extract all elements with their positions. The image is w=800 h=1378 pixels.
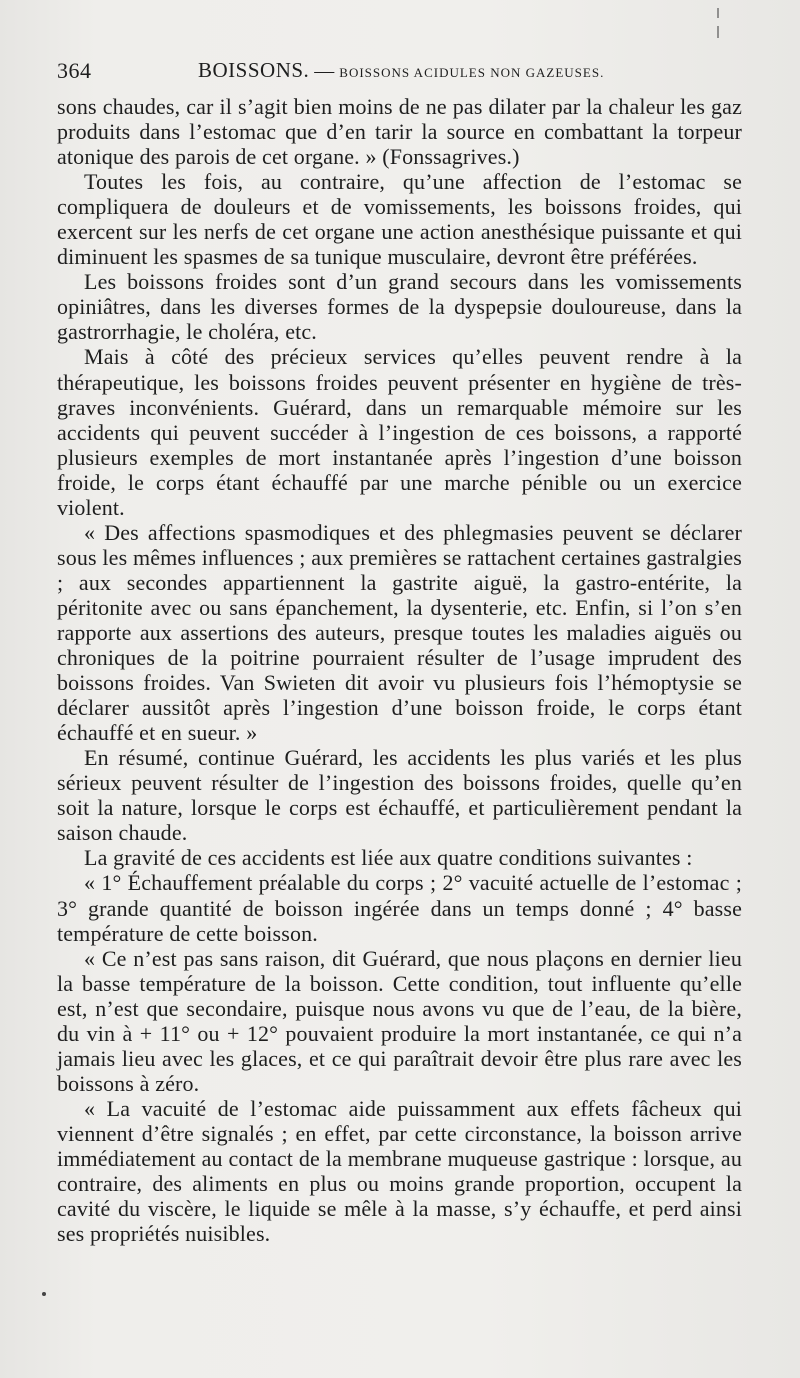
edge-mark — [717, 8, 719, 18]
paragraph-quote: « Des affections spasmodiques et des phlegmasies peuvent se déclarer sous les mêmes influences ; aux premières se rattachent certaines gastralgies ; aux secondes appartiennent la gastrite aiguë, la gastro-entérite, la péritonite avec ou sans épanchement, la dysenterie, etc. Enfin, si l’on s’en rapporte aux assertions des auteurs, presque toutes les maladies aiguës ou chroniques de la poitrine pourraient résulter de l’usage imprudent des boissons froides. Van Swieten dit avoir vu plusieurs fois l’hémoptysie se déclarer aussitôt après l’ingestion d’une boisson froide, le corps étant échauffé et en sueur. » — [57, 519, 742, 746]
running-title — [198, 58, 604, 83]
paragraph-quote: « Ce n’est pas sans raison, dit Guérard, que nous plaçons en dernier lieu la basse température de la boisson. Cette condition, tout influente qu’elle est, n’est que secondaire, puisque nous avons vu que de l’eau, de la bière, du vin à + 11° ou + 12° pouvaient produire la mort instantanée, ce qui n’a jamais lieu avec les glaces, et ce qui paraîtrait devoir être plus rare avec les boissons à zéro. — [57, 945, 742, 1096]
paragraph: En résumé, continue Guérard, les accidents les plus variés et les plus sérieux peuvent résulter de l’ingestion des boissons froides, quelle qu’en soit la nature, lorsque le corps est échauffé, et particulièrement pendant la saison chaude. — [57, 745, 742, 846]
running-title-sub: BOISSONS ACIDULES NON GAZEUSES. — [339, 65, 605, 80]
paragraph: Toutes les fois, au contraire, qu’une affection de l’estomac se compliquera de douleurs et de vomissements, les boissons froides, qui exercent sur les nerfs de cet organe une action anesthésique puissante et qui diminuent les spasmes de sa tunique musculaire, devront être préférées. — [57, 169, 742, 270]
paragraph: Les boissons froides sont d’un grand secours dans les vomissements opiniâtres, dans les diverses formes de la dyspepsie douloureuse, dans la gastrorrhagie, le choléra, etc. — [57, 269, 742, 345]
paragraph-continuation: sons chaudes, car il s’agit bien moins de ne pas dilater par la chaleur les gaz produits dans l’estomac que d’en tarir la source en combattant la torpeur atonique des parois de cet organe. » (Fonssagrives.) — [57, 94, 742, 170]
page-header — [57, 58, 750, 86]
running-title-main: BOISSONS. — [198, 58, 310, 82]
edge-mark — [717, 26, 719, 38]
body-text — [57, 94, 742, 1246]
paragraph-quote: « La vacuité de l’estomac aide puissamment aux effets fâcheux qui viennent d’être signalés ; en effet, par cette circonstance, la boisson arrive immédiatement au contact de la membrane muqueuse gastrique : lorsque, au contraire, des aliments en plus ou moins grande proportion, occupent la cavité du viscère, le liquide se mêle à la masse, s’y échauffe, et perd ainsi ses propriétés nuisibles. — [57, 1095, 742, 1247]
ink-speck — [42, 1292, 46, 1296]
paragraph: La gravité de ces accidents est liée aux quatre conditions suivantes : — [84, 845, 693, 871]
paragraph-quote: « 1° Échauffement préalable du corps ; 2° vacuité actuelle de l’estomac ; 3° grande quantité de boisson ingérée dans un temps donné ; 4° basse température de cette boisson. — [57, 870, 742, 946]
page-number: 364 — [57, 58, 92, 83]
paragraph: Mais à côté des précieux services qu’elles peuvent rendre à la thérapeutique, les boissons froides peuvent présenter en hygiène de très-graves inconvénients. Guérard, dans un remarquable mémoire sur les accidents qui peuvent succéder à l’ingestion de ces boissons, a rapporté plusieurs exemples de mort instantanée après l’ingestion d’une boisson froide, le corps étant échauffé par une marche pénible ou un exercice violent. — [57, 344, 742, 520]
running-title-separator: — — [309, 60, 340, 82]
